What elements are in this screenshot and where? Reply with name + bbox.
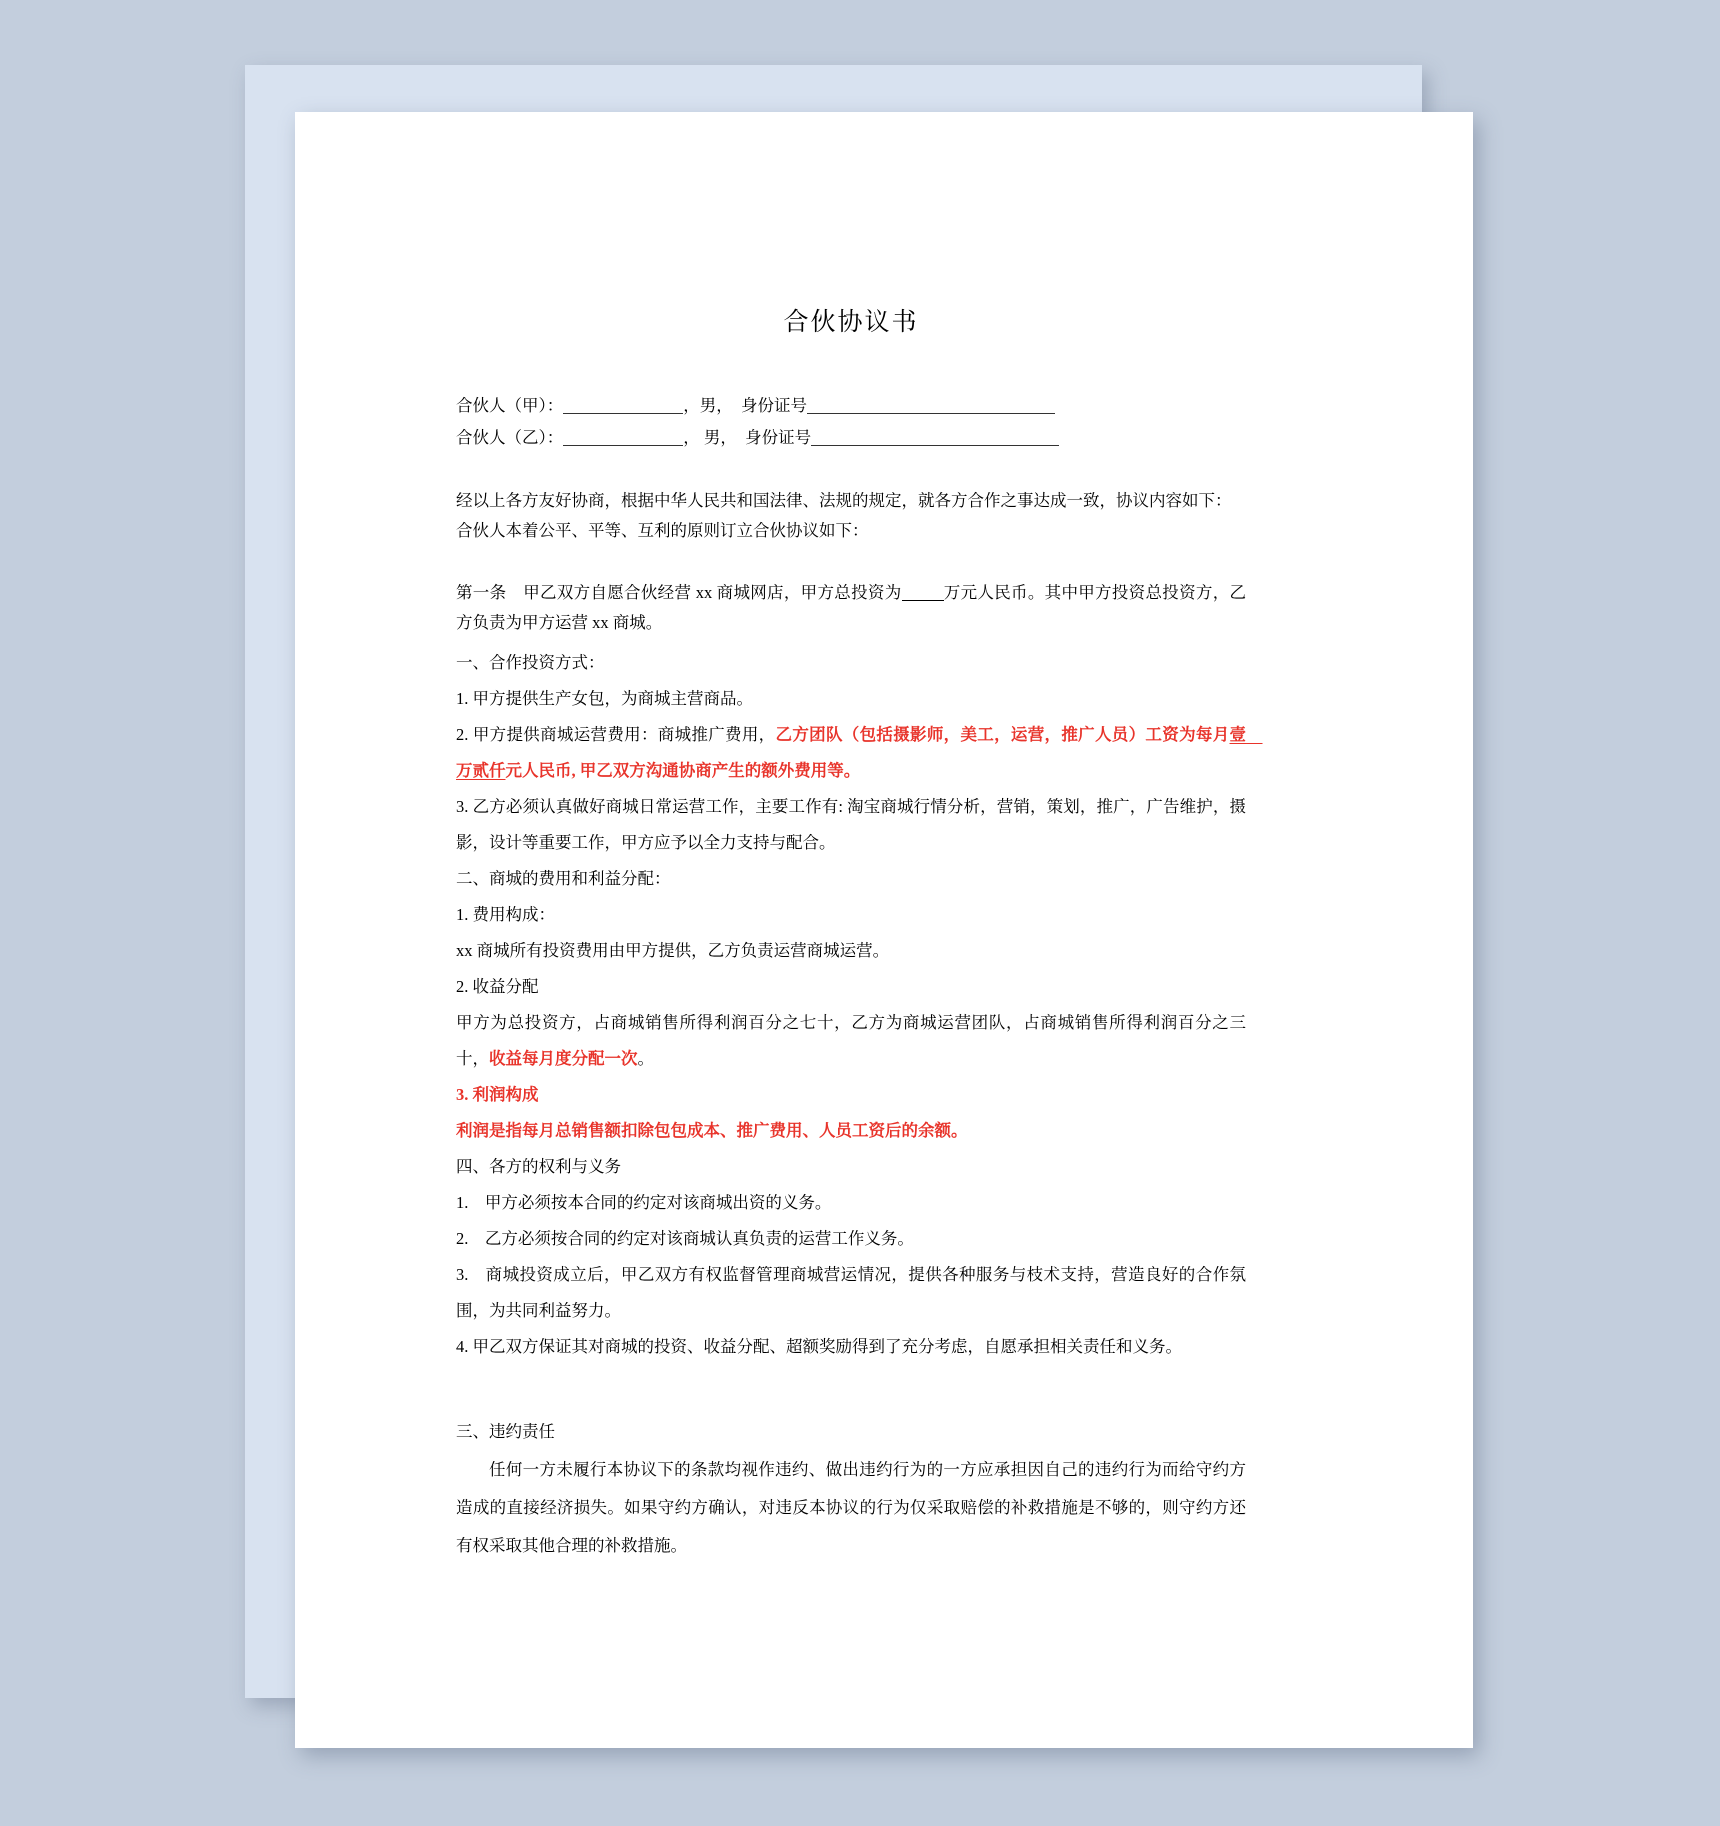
- party-block: [456, 390, 1246, 454]
- spacer: [456, 638, 1246, 645]
- party-b-label: 合伙人（乙）：: [456, 428, 564, 447]
- section-two-item-2-black: 甲方为总投资方，占商城销售所得利润百分之七十，乙方为商城运营团队，占商城销售所得利润百分之三十，: [456, 1013, 1246, 1068]
- section-one-item-2-black: 2. 甲方提供商城运营费用：商城推广费用，: [456, 725, 776, 744]
- investment-amount-blank[interactable]: [902, 600, 944, 601]
- party-row-a: [456, 390, 1246, 422]
- spacer: [456, 546, 1246, 578]
- section-two-item-2-body: [456, 1005, 1246, 1077]
- section-one-item-1: 1. 甲方提供生产女包，为商城主营商品。: [456, 689, 753, 708]
- section-four-item-3: 3. 商城投资成立后，甲乙双方有权监督管理商城营运情况，提供各种服务与枝术支持，营造良好的合作氛围，为共同利益努力。: [456, 1265, 1246, 1320]
- spacer: [456, 1365, 1246, 1413]
- party-a-id-blank[interactable]: [807, 413, 1055, 414]
- section-four-item-2: 2. 乙方必须按合同的约定对该商城认真负责的运营工作义务。: [456, 1229, 914, 1248]
- article-one-part-a: 第一条 甲乙双方自愿合伙经营 xx 商城网店，甲方总投资为: [456, 583, 902, 602]
- section-two-item-1-heading: 1. 费用构成：: [456, 905, 555, 924]
- spacer: [456, 454, 1246, 486]
- section-three-heading: 三、违约责任: [456, 1422, 555, 1441]
- section-four-heading: 四、各方的权利与义务: [456, 1157, 621, 1176]
- section-four-item-4: 4. 甲乙双方保证其对商城的投资、收益分配、超额奖励得到了充分考虑，自愿承担相关责任和义务。: [456, 1337, 1182, 1356]
- party-a-sep: ，男，: [683, 396, 733, 415]
- section-two-item-3-heading: 3. 利润构成: [456, 1085, 539, 1104]
- party-a-label: 合伙人（甲）：: [456, 396, 564, 415]
- article-one-part-b: 万元人民币。其中甲方投资总投资方，乙方负责为甲方运营 xx 商城。: [456, 583, 1247, 632]
- preamble-line-2: 合伙人本着公平、平等、互利的原则订立合伙协议如下：: [456, 521, 869, 540]
- party-a-name-blank[interactable]: [563, 413, 683, 414]
- party-a-id-label: 身份证号: [741, 396, 807, 415]
- section-one-item-2-amount: 壹 万贰仟: [456, 725, 1263, 780]
- party-b-name-blank[interactable]: [563, 445, 683, 446]
- section-four-item-1: 1. 甲方必须按本合同的约定对该商城出资的义务。: [456, 1193, 832, 1212]
- section-three-body: 任何一方未履行本协议下的条款均视作违约、做出违约行为的一方应承担因自己的违约行为而给守约方造成的直接经济损失。如果守约方确认，对违反本协议的行为仅采取赔偿的补救措施是不够的，则守约方还有权采取其他合理的补救措施。: [456, 1460, 1246, 1555]
- party-b-id-label: 身份证号: [745, 428, 812, 447]
- party-b-id-blank[interactable]: [811, 445, 1059, 446]
- section-two-item-3-body: 利润是指每月总销售额扣除包包成本、推广费用、人员工资后的余额。: [456, 1121, 968, 1140]
- section-one-item-2: [456, 717, 1263, 789]
- section-two-heading: 二、商城的费用和利益分配：: [456, 869, 671, 888]
- section-one-item-2-red-a: 乙方团队（包括摄影师，美工，运营，推广人员）工资为每月: [775, 725, 1230, 744]
- section-two-item-2-tail: 。: [637, 1049, 654, 1068]
- page-title: 合伙协议书: [783, 309, 919, 336]
- preamble-line-1: 经以上各方友好协商，根据中华人民共和国法律、法规的规定，就各方合作之事达成一致，协议内容如下：: [456, 491, 1232, 510]
- section-one-heading: 一、合作投资方式：: [456, 653, 605, 672]
- section-one-item-3: 3. 乙方必须认真做好商城日常运营工作，主要工作有: 淘宝商城行情分析，营销，策划，推广，广告维护，摄影，设计等重要工作，甲方应予以全力支持与配合。: [456, 797, 1246, 852]
- party-row-b: [456, 422, 1246, 454]
- document-page: [295, 112, 1473, 1748]
- section-two-item-1-body: xx 商城所有投资费用由甲方提供，乙方负责运营商城运营。: [456, 941, 890, 960]
- party-b-sep: ， 男，: [683, 428, 737, 447]
- article-one: [456, 578, 1246, 638]
- section-two-item-2-red: 收益每月度分配一次: [489, 1049, 638, 1068]
- section-two-item-2-heading: 2. 收益分配: [456, 977, 539, 996]
- section-one-item-2-red-b: 元人民币, 甲乙双方沟通协商产生的额外费用等。: [505, 761, 861, 780]
- document-body: [456, 112, 1263, 1565]
